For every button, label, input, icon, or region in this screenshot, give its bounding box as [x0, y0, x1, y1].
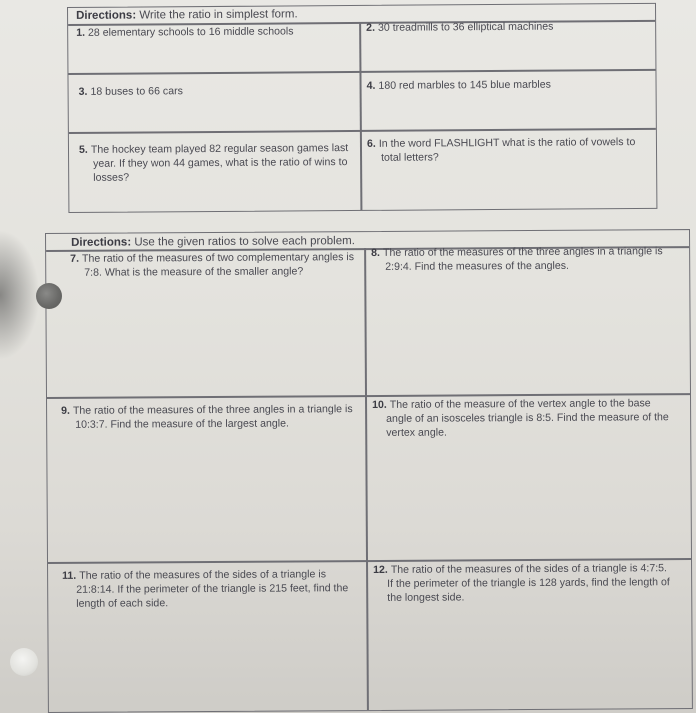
problem-3: [79, 83, 359, 99]
problem-4: [367, 77, 652, 93]
problem-text: The ratio of the measures of the three angles in a triangle is 10:3:7. Find the measure of the largest angle.: [72, 403, 353, 431]
directions-text: Write the ratio in simplest form.: [139, 8, 298, 22]
problem-text: 18 buses to 66 cars: [90, 85, 183, 98]
ratio-simplest-form-section: [67, 3, 657, 213]
problem-text: The ratio of the measures of two complementary angles is 7:8. What is the measure of the smaller angle?: [81, 251, 355, 279]
problem-text: In the word FLASHLIGHT what is the ratio of vowels to total letters?: [378, 136, 636, 164]
problem-text: 28 elementary schools to 16 middle schools: [87, 25, 294, 39]
directions-label: Directions:: [71, 236, 132, 249]
problem-6: [367, 135, 637, 165]
problem-5: [79, 141, 349, 185]
problem-number: 2.: [366, 21, 376, 34]
problem-12: [373, 561, 673, 605]
problem-10: [372, 396, 672, 440]
problem-number: 10.: [372, 398, 387, 412]
directions-label: Directions:: [76, 9, 137, 22]
problem-number: 7.: [70, 252, 80, 265]
problem-2: [366, 19, 651, 35]
problem-number: 11.: [62, 569, 77, 582]
problem-text: 30 treadmills to 36 elliptical machines: [377, 20, 554, 34]
problem-text: The ratio of the measure of the vertex angle to the base angle of an isosceles triangle is 8:5. Find the measure of the vertex angle.: [386, 397, 669, 439]
problem-number: 4.: [366, 79, 376, 92]
problem-8: [371, 244, 671, 274]
problem-text: 180 red marbles to 145 blue marbles: [378, 78, 551, 92]
problem-number: 9.: [61, 404, 70, 417]
problem-number: 6.: [366, 137, 376, 150]
problem-number: 3.: [78, 85, 88, 98]
binder-shadow: [0, 230, 40, 360]
divider: [69, 128, 656, 134]
problem-number: 1.: [76, 26, 86, 39]
binder-hole: [36, 283, 62, 309]
problem-number: 5.: [78, 143, 88, 156]
column-divider: [364, 248, 368, 710]
problem-number: 8.: [371, 246, 381, 260]
problem-11: [62, 567, 358, 611]
ratio-word-problems-section: [45, 229, 693, 713]
directions-text: Use the given ratios to solve each problem.: [134, 235, 355, 249]
problem-text: The ratio of the measures of the sides of a triangle is 21:8:14. If the perimeter of the triangle is 215 feet, find the length of each side.: [76, 568, 349, 610]
divider: [68, 69, 655, 75]
problem-number: 12.: [373, 563, 388, 577]
section1-directions: [76, 8, 298, 22]
problem-text: The ratio of the measures of the sides of a triangle is 4:7:5. If the perimeter of the triangle is 128 yards, find the length of the longest side.: [387, 562, 670, 604]
problem-1: [76, 24, 356, 40]
column-divider: [359, 22, 362, 210]
section2-directions: [71, 235, 355, 249]
problem-text: The ratio of the measures of the three angles in a triangle is 2:9:4. Find the measures of the angles.: [382, 245, 663, 273]
problem-text: The hockey team played 82 regular season games last year. If they won 44 games, what is the ratio of wins to losses?: [90, 142, 349, 184]
problem-7: [70, 250, 355, 280]
binder-hole: [10, 648, 38, 676]
problem-9: [61, 402, 357, 432]
